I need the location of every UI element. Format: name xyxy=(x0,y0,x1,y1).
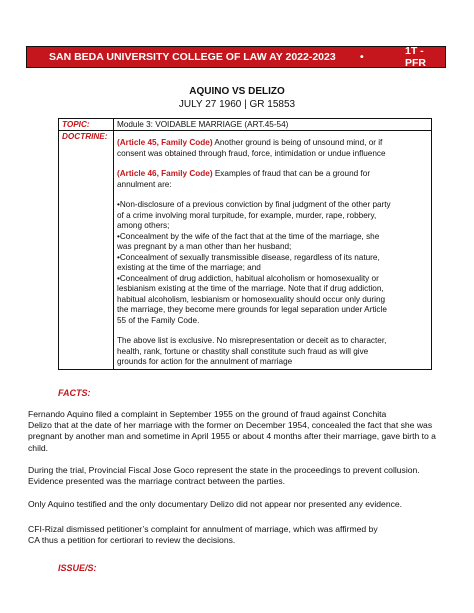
facts-line: child. xyxy=(28,442,49,453)
facts-paragraph xyxy=(28,409,458,454)
fraud-item-line: 55 of the Family Code. xyxy=(117,315,200,325)
fraud-item xyxy=(117,253,428,274)
closing-paragraph xyxy=(117,336,428,368)
fraud-item-line: existing at the time of the marriage; and xyxy=(117,263,261,272)
fraud-item xyxy=(117,274,428,327)
fraud-item-line: •Non-disclosure of a previous conviction by final judgment of the other party xyxy=(117,200,391,209)
article-45-text: consent was obtained through fraud, force, intimidation or undue influence xyxy=(117,148,386,158)
fraud-item xyxy=(117,232,428,253)
facts-line: During the trial, Provincial Fiscal Jose Goco represent the state in the proceedings to prevent collusion. xyxy=(28,465,420,475)
article-45-paragraph xyxy=(117,138,428,159)
facts-line: CFI-Rizal dismissed petitioner’s complaint for annulment of marriage, which was affirmed by xyxy=(28,524,378,534)
topic-value: Module 3: VOIDABLE MARRIAGE (ART.45-54) xyxy=(114,119,432,131)
facts-paragraph xyxy=(28,524,458,546)
topic-row xyxy=(59,119,432,131)
article-46-reference: (Article 46, Family Code) xyxy=(117,169,213,178)
banner-school-title: SAN BEDA UNIVERSITY COLLEGE OF LAW AY 2022-2023 xyxy=(49,51,336,63)
article-46-text: Examples of fraud that can be a ground for xyxy=(212,169,371,178)
fraud-item-line: was pregnant by a man other than her husband; xyxy=(117,242,292,251)
doctrine-content xyxy=(114,131,432,370)
facts-line: Fernando Aquino filed a complaint in September 1955 on the ground of fraud against Conchita xyxy=(28,409,387,419)
closing-line: grounds for action for the annulment of marriage xyxy=(117,357,293,366)
fraud-item-line: •Concealment of sexually transmissible disease, regardless of its nature, xyxy=(117,252,380,262)
banner-bullet: • xyxy=(360,51,364,63)
facts-paragraph xyxy=(28,499,458,510)
closing-line: health, rank, fortune or chastity shall constitute such fraud as will give xyxy=(117,346,369,356)
fraud-item-line: •Concealment of drug addiction, habitual alcoholism or homosexuality or xyxy=(117,273,379,283)
topic-label: TOPIC: xyxy=(59,119,114,131)
facts-line: pregnant by another man and sometime in April 1955 or about 4 months after their marriage, gave birth to a xyxy=(28,431,436,442)
facts-line: CA thus a petition for certiorari to review the decisions. xyxy=(28,535,236,546)
fraud-item-line: the marriage, they become mere grounds for legal separation under Article xyxy=(117,305,387,314)
closing-line: The above list is exclusive. No misrepresentation or deceit as to character, xyxy=(117,336,387,345)
fraud-item-line: lesbianism existing at the time of the marriage. Note that if drug addiction, xyxy=(117,284,384,293)
fraud-item xyxy=(117,200,428,232)
fraud-item-line: of a crime involving moral turpitude, for example, murder, rape, robbery, xyxy=(117,210,377,220)
doctrine-label: DOCTRINE: xyxy=(59,131,114,370)
facts-paragraph xyxy=(28,465,458,487)
facts-heading: FACTS: xyxy=(58,388,91,398)
doctrine-row xyxy=(59,131,432,370)
issues-heading: ISSUE/S: xyxy=(58,563,97,573)
article-46-paragraph xyxy=(117,169,428,190)
article-46-text: annulment are: xyxy=(117,179,172,189)
fraud-item-line: habitual alcoholism, lesbianism or homosexuality should occur only during xyxy=(117,294,386,304)
banner-term: 1T - PFR xyxy=(405,45,426,69)
article-45-text: Another ground is being of unsound mind, or if xyxy=(212,138,383,147)
article-45-reference: (Article 45, Family Code) xyxy=(117,138,213,147)
facts-line: Only Aquino testified and the only documentary Delizo did not appear nor presented any evidence. xyxy=(28,499,403,509)
case-date-gr: JULY 27 1960 | GR 15853 xyxy=(178,99,296,110)
facts-line: Delizo that at the date of her marriage with the former on December 1954, concealed the fact that she was xyxy=(28,420,433,431)
fraud-item-line: among others; xyxy=(117,221,170,230)
case-title: AQUINO VS DELIZO xyxy=(189,86,285,97)
header-banner xyxy=(26,46,446,68)
facts-line: Evidence presented was the marriage contract between the parties. xyxy=(28,476,286,487)
topic-doctrine-table xyxy=(58,118,432,370)
fraud-item-line: •Concealment by the wife of the fact that at the time of the marriage, she xyxy=(117,231,380,241)
